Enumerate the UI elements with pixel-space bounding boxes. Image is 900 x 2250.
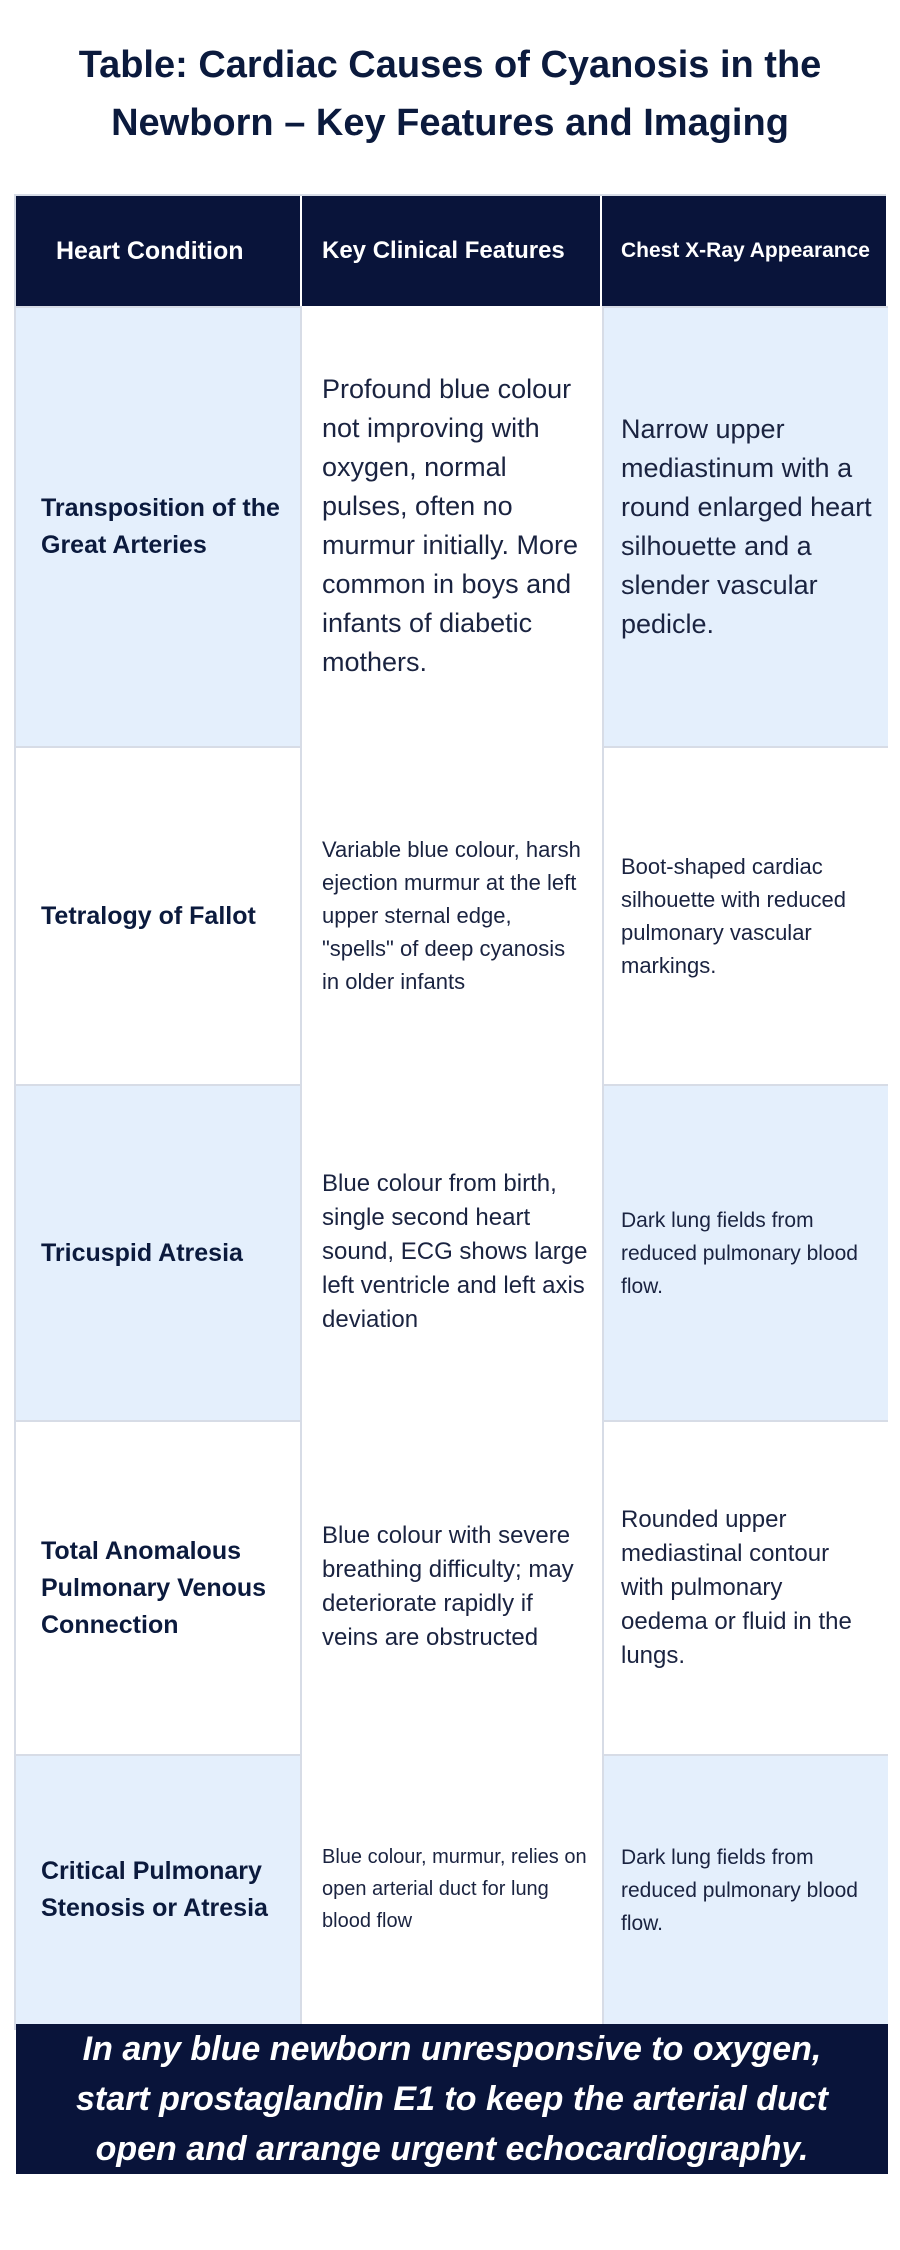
table-row-features: [302, 1084, 602, 1420]
xray-text: Narrow upper mediastinum with a round enlarged heart silhouette and a slender vascular pedicle.: [621, 414, 872, 639]
xray-text: Boot-shaped cardiac silhouette with reduced pulmonary vascular markings.: [621, 854, 847, 978]
table-row-xray: [602, 1754, 888, 2024]
condition-label: Total Anomalous Pulmonary Venous Connection: [41, 1536, 267, 1639]
condition-label: Tetralogy of Fallot: [41, 901, 256, 930]
table-row-features: [302, 1754, 602, 2024]
features-text: Profound blue colour not improving with oxygen, normal pulses, often no murmur initially. More common in boys and infants of diabetic mothers.: [322, 374, 579, 677]
header-key-clinical-features: Key Clinical Features: [302, 196, 602, 306]
table-row-condition: [16, 306, 302, 746]
table-row-condition: [16, 746, 302, 1084]
table-row-features: [302, 306, 602, 746]
features-text: Variable blue colour, harsh ejection murmur at the left upper sternal edge, "spells" of deep cyanosis in older infants: [322, 836, 581, 994]
condition-label: Transposition of the Great Arteries: [41, 494, 280, 559]
page-title-line-1: Table: Cardiac Causes of Cyanosis in the: [78, 44, 822, 86]
table-row-condition: [16, 1084, 302, 1420]
table-row-features: [302, 746, 602, 1084]
table-row-condition: [16, 1754, 302, 2024]
condition-label: Tricuspid Atresia: [41, 1238, 243, 1267]
table-row-xray: [602, 306, 888, 746]
footer-text: In any blue newborn unresponsive to oxygen, start prostaglandin E1 to keep the arterial duct open and arrange urgent echocardiography.: [76, 2030, 828, 2168]
page-title-line-2: Newborn – Key Features and Imaging: [111, 102, 789, 144]
features-text: Blue colour with severe breathing difficulty; may deteriorate rapidly if veins are obstructed: [322, 1522, 574, 1651]
header-chest-xray-appearance: Chest X-Ray Appearance: [602, 196, 888, 306]
features-text: Blue colour from birth, single second heart sound, ECG shows large left ventricle and left axis deviation: [322, 1170, 588, 1333]
cyanosis-table: [14, 194, 886, 2168]
table-row-condition: [16, 1420, 302, 1754]
table-row-features: [302, 1420, 602, 1754]
condition-label: Critical Pulmonary Stenosis or Atresia: [41, 1857, 268, 1922]
table-row-xray: [602, 746, 888, 1084]
xray-text: Dark lung fields from reduced pulmonary blood flow.: [621, 1845, 858, 1935]
footer-callout: [16, 2024, 888, 2174]
xray-text: Rounded upper mediastinal contour with pulmonary oedema or fluid in the lungs.: [621, 1506, 852, 1669]
header-heart-condition: Heart Condition: [16, 196, 302, 306]
features-text: Blue colour, murmur, relies on open arterial duct for lung blood flow: [322, 1846, 587, 1932]
table-row-xray: [602, 1084, 888, 1420]
page-title: [0, 36, 900, 152]
xray-text: Dark lung fields from reduced pulmonary blood flow.: [621, 1208, 858, 1298]
table-row-xray: [602, 1420, 888, 1754]
